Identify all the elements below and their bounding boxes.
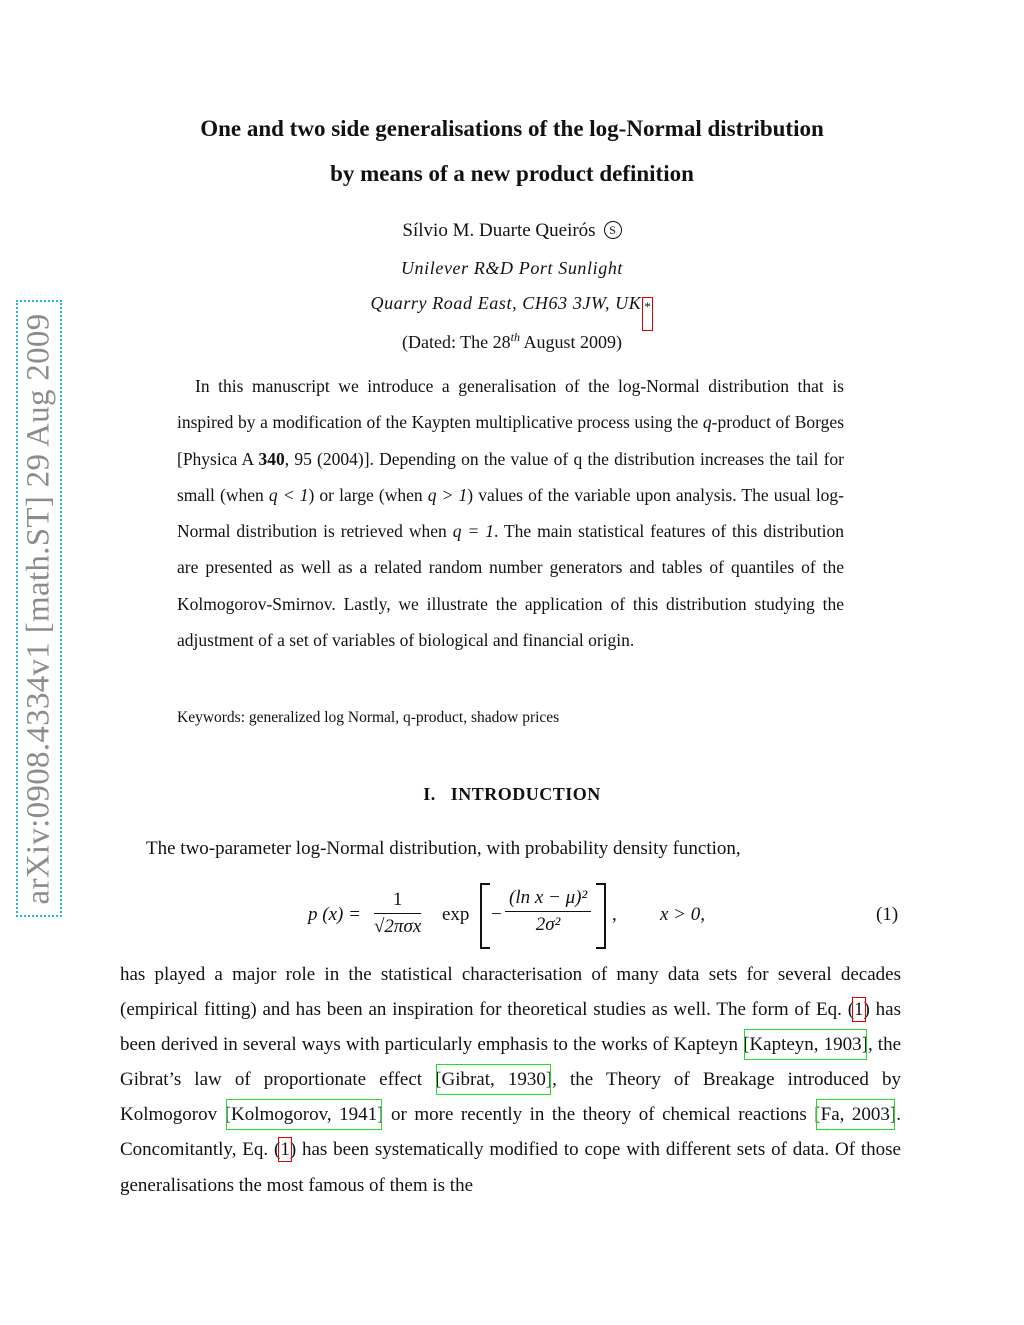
dated-prefix: (Dated: The 28 (402, 332, 511, 352)
equation-condition: x > 0, (660, 904, 706, 925)
dated-suffix: August 2009) (519, 332, 622, 352)
paragraph-text-5: ] or more recently in the theory of chemical reactions [ (377, 1104, 821, 1126)
equation-ref-link[interactable]: 1 (854, 999, 864, 1021)
citation-kapteyn-link[interactable]: Kapteyn, 1903 (749, 1034, 862, 1056)
equation-ref-link-2[interactable]: 1 (280, 1139, 290, 1161)
abstract-text-6: . The main statistical features of this distribution are presented as well as a related random number generators and tables of quantiles of the Kolmogorov-Smirnov. Lastly, we illustrate the application of this distribution studying the adjustment of a set of variables of biological and financial origin. (177, 521, 844, 651)
left-bracket-icon (480, 883, 490, 949)
equation-minus: − (491, 904, 502, 925)
arxiv-identifier: arXiv:0908.4334v1 [math.ST] 29 Aug 2009 (20, 313, 57, 904)
abstract-volume: 340 (258, 448, 285, 469)
dated-line (0, 330, 1024, 353)
paragraph-text-6: ]. Concomitantly, Eq. ( (120, 1104, 901, 1161)
author-mark-icon: S (604, 221, 622, 239)
citation-gibrat-link[interactable]: Gibrat, 1930 (441, 1069, 546, 1091)
fraction-1-denominator: √2πσx (374, 916, 422, 937)
paragraph-text-1: has played a major role in the statistical characterisation of many data sets for several decades (empirical fitting) and has been an inspiration for theoretical studies as well. The form of Eq. ( (120, 964, 901, 1021)
abstract-paragraph (177, 368, 844, 658)
affiliation-line-1: Unilever R&D Port Sunlight (400, 258, 624, 278)
paragraph-text-2: ) has been derived in several ways with particularly emphasis to the works of Kapteyn [ (120, 999, 901, 1056)
abstract-text-5: ) values of the variable upon analysis. The usual log-Normal distribution is retrieved when (177, 484, 845, 542)
paper-title-line-1: One and two side generalisations of the log-Normal distribution (200, 116, 824, 141)
keywords: Keywords: generalized log Normal, q-product, shadow prices (177, 709, 560, 726)
citation-fa-link[interactable]: Fa, 2003 (820, 1104, 890, 1126)
equation-fraction-2 (505, 887, 591, 936)
intro-sentence: The two-parameter log-Normal distribution, with probability density function, (146, 838, 741, 859)
equation-fraction-1 (374, 889, 421, 938)
paragraph-text-3: ], the Gibrat’s law of proportionate effect [ (120, 1034, 902, 1091)
section-number: I. (423, 784, 436, 804)
introduction-paragraph (120, 957, 901, 1203)
section-title: INTRODUCTION (450, 784, 601, 804)
abstract-condition-2: q > 1 (427, 484, 468, 505)
paper-title-line-2: by means of a new product definition (330, 161, 694, 186)
fraction-2-numerator: (ln x − μ)² (505, 887, 591, 912)
equation-exp: exp (442, 904, 470, 925)
abstract-text-4: ) or large (when (308, 484, 428, 505)
abstract-q-italic: q (702, 412, 712, 433)
footnote-link[interactable]: * (642, 297, 653, 331)
affiliation-address: Quarry Road East, CH63 3JW, UK (370, 293, 642, 313)
fraction-1-numerator: 1 (374, 889, 421, 914)
equation-number: (1) (876, 904, 899, 925)
affiliation-line-2 (0, 293, 1024, 331)
abstract-text-3: , 95 (2004)]. Depending on the value of q the distribution increases the tail for small (when (177, 448, 844, 505)
dated-superscript: th (510, 330, 520, 344)
arxiv-margin-stamp (16, 300, 62, 917)
abstract-text-2: -product of Borges [Physica A (177, 412, 845, 469)
equation-lhs (308, 904, 361, 926)
author-name: Sílvio M. Duarte Queirós (402, 220, 596, 241)
fraction-2-denominator: 2σ² (535, 914, 561, 935)
abstract-text-1: In this manuscript we introduce a generalisation of the log-Normal distribution that is inspired by a modification of the Kaypten multiplicative process using the (177, 376, 844, 433)
paragraph-text-7: ) has been systematically modified to cope with different sets of data. Of those generalisations the most famous of them is the (120, 1139, 901, 1196)
abstract-condition-3: q = 1 (452, 521, 494, 542)
section-heading (0, 784, 1024, 805)
abstract-condition-1: q < 1 (268, 484, 309, 505)
citation-kolmogorov-link[interactable]: Kolmogorov, 1941 (230, 1104, 378, 1126)
paragraph-text (120, 957, 901, 1203)
right-bracket-icon (596, 883, 606, 949)
equation-comma: , (612, 904, 617, 925)
equation-1 (0, 883, 1024, 949)
abstract (177, 368, 844, 658)
author-line (0, 220, 1024, 242)
paragraph-text-4: ], the Theory of Breakage introduced by Kolmogorov [ (120, 1069, 901, 1126)
equation-lhs-text: p (x) = (308, 904, 361, 925)
